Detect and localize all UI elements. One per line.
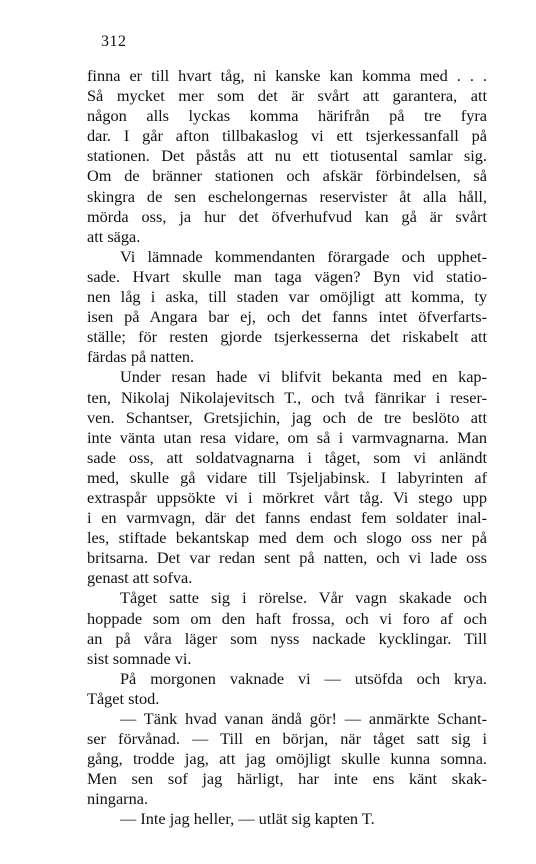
text-line: färdas på natten.	[87, 347, 195, 367]
text-line: Så mycket mer som det är svårt att garantera, att	[87, 86, 487, 106]
text-line: sist somnade vi.	[87, 648, 192, 668]
text-line: dar. I går afton tillbakaslog vi ett tsjerkessanfall på	[87, 126, 487, 146]
text-line: finna er till hvart tåg, ni kanske kan komma med . . .	[87, 66, 487, 85]
text-line: Men sen sof jag härligt, har inte ens känt skak-	[87, 769, 487, 789]
text-line: På morgonen vaknade vi — utsöfda och krya.	[120, 668, 487, 688]
text-line: sade oss, att soldatvagnarna i tåget, som vi anländt	[87, 447, 487, 467]
text-line: — Tänk hvad vanan ändå gör! — anmärkte Schant-	[120, 709, 487, 728]
text-line: isen på Angara bar ej, och det fanns intet öfverfarts-	[87, 307, 487, 327]
text-line: inte vänta utan resa vidare, om så i varmvagnarna. Man	[87, 427, 487, 447]
text-line: mörda oss, ja hur det öfverhufvud kan gå är svårt	[87, 206, 487, 226]
text-line: Tåget stod.	[87, 688, 160, 708]
text-line: — Inte jag heller, — utlät sig kapten T.	[120, 809, 375, 829]
text-line: sade. Hvart skulle man taga vägen? Byn vid statio-	[87, 266, 487, 286]
text-line: ser förvånad. — Till en början, när tåget satt sig i	[87, 729, 487, 749]
text-line: hoppade som om den haft frossa, och vi foro af och	[87, 608, 487, 628]
text-line: ställe; för resten gjorde tsjerkesserna det riskabelt att	[87, 327, 487, 347]
text-line: gång, trodde jag, att jag omöjligt skulle kunna somna.	[87, 749, 487, 769]
page-number: 312	[101, 33, 127, 50]
text-line: stationen. Det påstås att nu ett tiotusental samlar sig.	[87, 146, 487, 166]
text-line: någon alls lyckas komma härifrån på tre fyra	[87, 106, 487, 126]
text-line: genast att sofva.	[87, 568, 193, 588]
text-line: Om de bränner stationen och afskär förbindelsen, så	[87, 166, 487, 186]
text-line: an på våra läger som nyss nackade kycklingar. Till	[87, 628, 487, 648]
text-line: les, stiftade bekantskap med dem och slogo oss ner på	[87, 528, 487, 548]
text-line: Under resan hade vi blifvit bekanta med en kap-	[120, 367, 487, 387]
text-line: extraspår uppsökte vi i mörkret vårt tåg. Vi stego upp	[87, 487, 487, 507]
text-line: Tåget satte sig i rörelse. Vår vagn skakade och	[120, 588, 487, 608]
text-line: ningarna.	[87, 789, 149, 809]
text-line: ten, Nikolaj Nikolajevitsch T., och två fänrikar i reser-	[87, 387, 487, 407]
text-line: skingra de sen eschelongernas reservister åt alla håll,	[87, 186, 487, 206]
text-line: med, skulle gå vidare till Tsjeljabinsk. I labyrinten af	[87, 467, 487, 487]
text-line: nen låg i aska, till staden var omöjligt att komma, ty	[87, 287, 487, 307]
text-line: i en varmvagn, där det fanns endast fem soldater inal-	[87, 508, 487, 528]
text-line: britsarna. Det var redan sent på natten, och vi lade oss	[87, 548, 487, 568]
text-line: att säga.	[87, 226, 141, 246]
text-line: ven. Schantser, Gretsjichin, jag och de tre beslöto att	[87, 407, 487, 427]
body-text	[87, 66, 487, 830]
text-line: Vi lämnade kommendanten förargade och upphet-	[120, 246, 487, 266]
